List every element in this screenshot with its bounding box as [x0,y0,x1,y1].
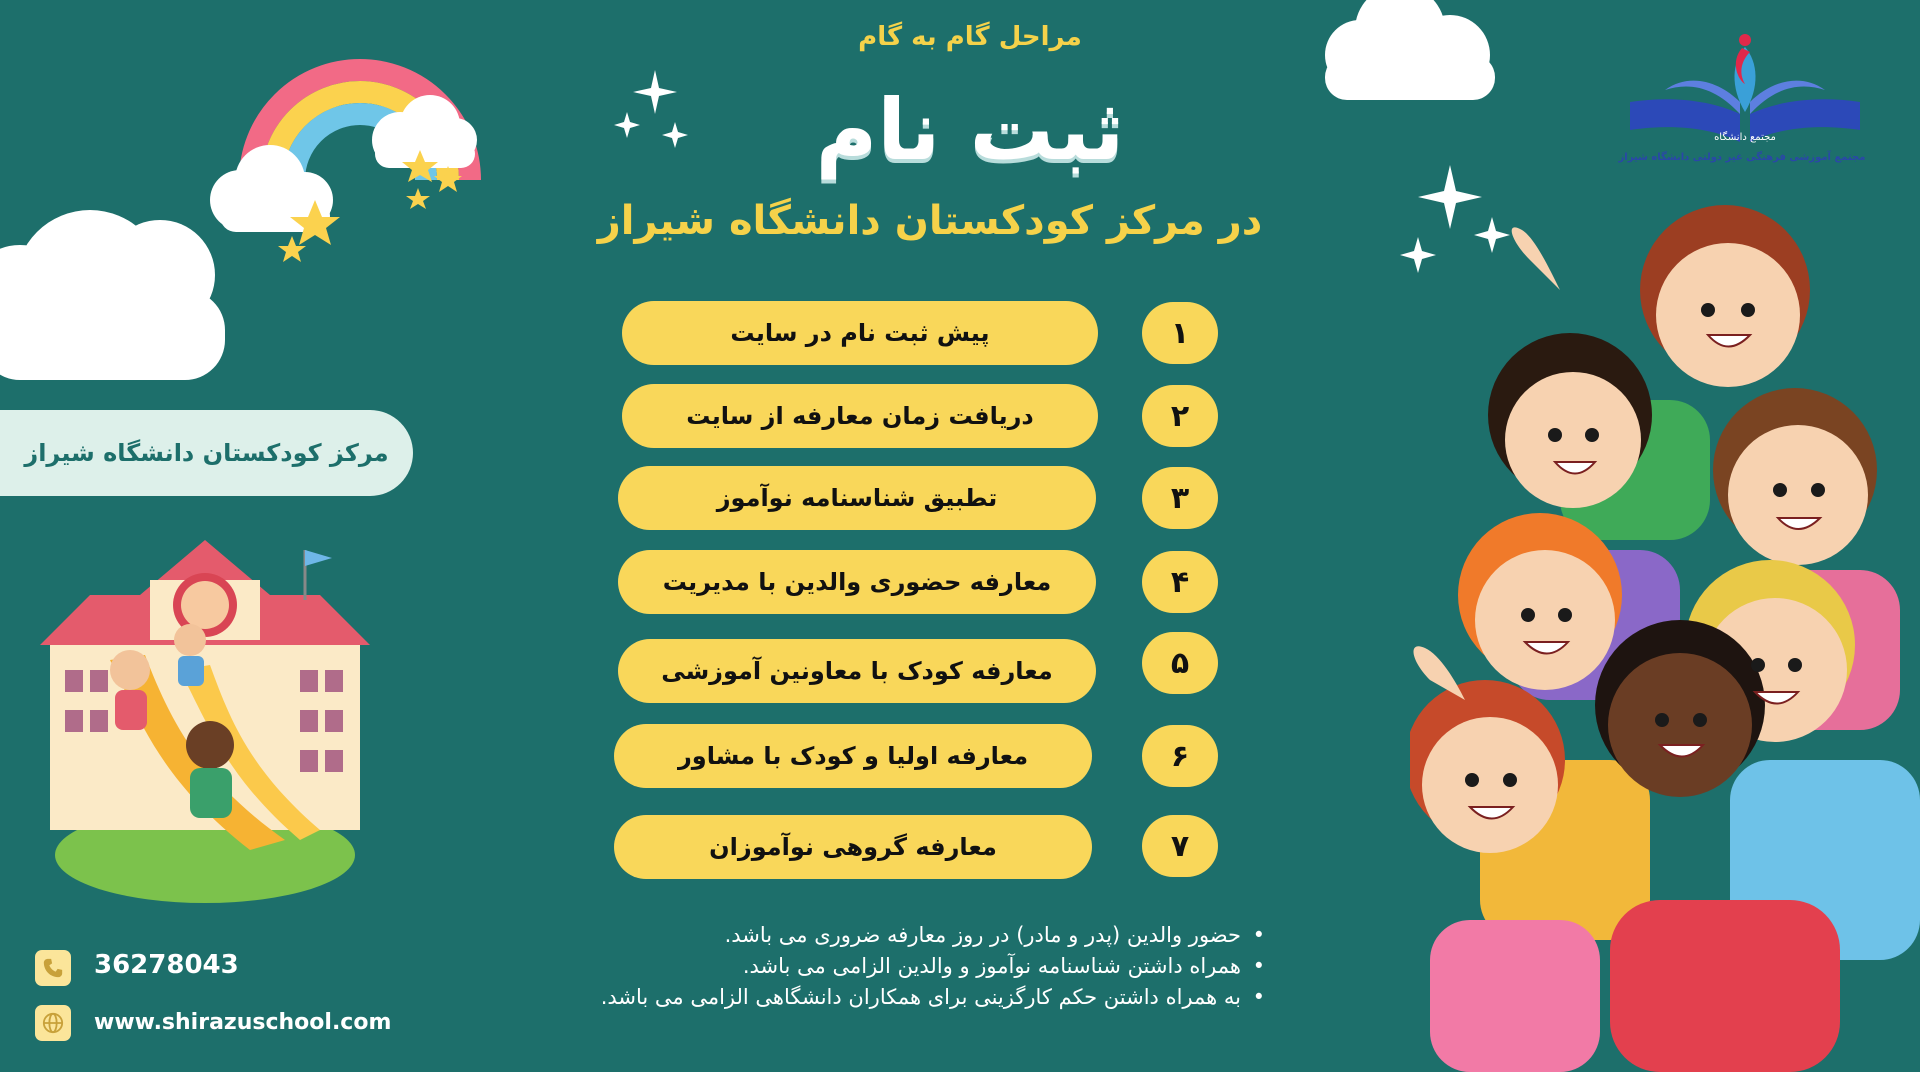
subtitle: مراحل گام به گام [858,22,1082,52]
step-label: پیش ثبت نام در سایت [730,319,990,347]
step-4-pill [618,550,1096,614]
step-7-number: ۷ [1142,815,1218,877]
page-subtitle: در مرکز کودکستان دانشگاه شیراز [597,198,1263,244]
step-3-number: ۳ [1142,467,1218,529]
step-4-number: ۴ [1142,551,1218,613]
sparkle-stars-left [605,60,705,160]
logo-book-text: مجتمع دانشگاه [1714,132,1776,143]
step-6-number: ۶ [1142,725,1218,787]
step-6-pill [614,724,1092,788]
website-link[interactable]: www.shirazuschool.com [94,1010,392,1035]
step-5-pill [618,639,1096,703]
step-label: معارفه حضوری والدین با مدیریت [662,568,1052,596]
phone-number: 36278043 [94,950,239,980]
step-label: معارفه گروهی نوآموزان [709,833,997,861]
phone-icon [35,950,71,986]
rainbow-cloud-illustration [0,40,500,400]
logo-book-icon [1620,32,1870,152]
step-label: دریافت زمان معارفه از سایت [686,402,1034,430]
step-7-pill [614,815,1092,879]
note-item: • حضور والدین (پدر و مادر) در روز معارفه ضروری می باشد. [485,920,1265,951]
page-title: ثبت نام [815,81,1125,179]
school-name-tag [0,410,413,496]
note-item: • همراه داشتن شناسنامه نوآموز و والدین الزامی می باشد. [485,951,1265,982]
cloud-top [1300,0,1510,110]
step-label: تطبیق شناسنامه نوآموز [716,484,998,512]
step-2-number: ۲ [1142,385,1218,447]
step-1-pill [622,301,1098,365]
step-3-pill [618,466,1096,530]
children-group-illustration [1410,200,1920,1072]
globe-icon [35,1005,71,1041]
step-2-pill [622,384,1098,448]
logo-caption: مجتمع آموزشی فرهنگی غیر دولتی دانشگاه شیراز [1618,152,1866,163]
step-label: معارفه کودک با معاونین آموزشی [661,657,1053,685]
step-label: معارفه اولیا و کودک با مشاور [677,742,1029,770]
school-playground-illustration [30,520,380,920]
school-name-label: مرکز کودکستان دانشگاه شیراز [24,439,389,467]
step-1-number: ۱ [1142,302,1218,364]
note-item: • به همراه داشتن حکم کارگزینی برای همکاران دانشگاهی الزامی می باشد. [485,982,1265,1013]
step-5-number: ۵ [1142,632,1218,694]
notes-list [485,920,1265,1013]
